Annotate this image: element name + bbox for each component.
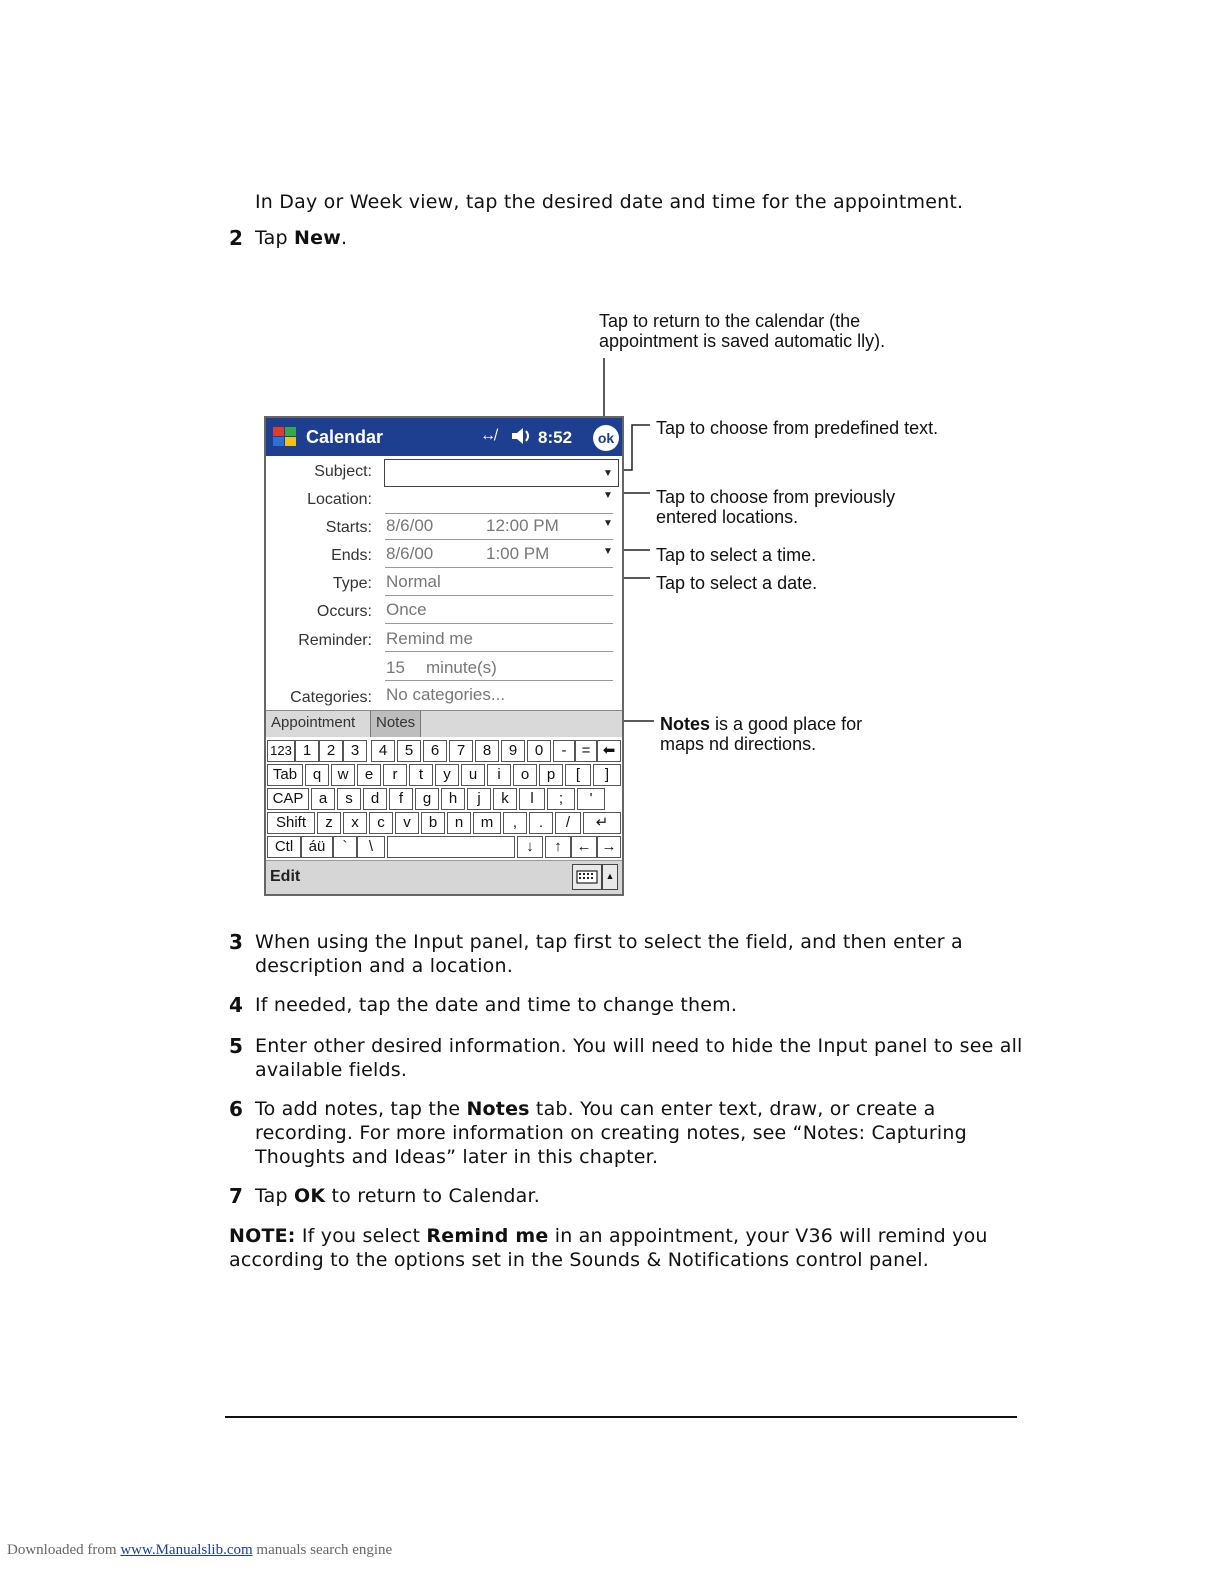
key[interactable]: e (357, 764, 381, 786)
key[interactable]: a (311, 788, 335, 810)
caps-key[interactable]: CAP (267, 788, 309, 810)
key[interactable]: t (409, 764, 433, 786)
step-number-4: 4 (229, 993, 243, 1017)
key[interactable]: - (553, 740, 575, 762)
step-number-6: 6 (229, 1097, 243, 1121)
soft-keyboard (266, 738, 622, 860)
ends-time-field[interactable]: 1:00 PM (486, 544, 550, 563)
step-5-text (255, 1034, 1025, 1082)
step-number-2: 2 (229, 226, 243, 250)
title-bar (266, 418, 622, 456)
reminder-unit-line (385, 680, 613, 681)
ends-field-line (385, 567, 613, 568)
key[interactable]: 4 (371, 740, 395, 762)
starts-date-field[interactable]: 8/6/00 (386, 516, 434, 535)
location-dropdown-arrow-icon[interactable]: ▼ (603, 490, 613, 501)
step-text-segment: To add notes, tap the (255, 1098, 467, 1120)
app-title: Calendar (306, 427, 384, 447)
type-field[interactable]: Normal (386, 572, 441, 591)
arrow-right-key[interactable]: → (597, 836, 621, 858)
callout-select-time: Tap to select a time. (656, 545, 817, 565)
step-number-5: 5 (229, 1034, 243, 1058)
key[interactable]: ' (577, 788, 605, 810)
step-text-segment: Tap (255, 1185, 295, 1207)
starts-time-field[interactable]: 12:00 PM (486, 516, 559, 535)
reminder-unit-field[interactable]: minute(s) (426, 658, 497, 677)
arrow-up-key[interactable]: ↑ (545, 836, 571, 858)
footer-rule (225, 1416, 1017, 1418)
step-2-post: . (340, 227, 348, 249)
key[interactable]: i (487, 764, 511, 786)
key[interactable]: j (467, 788, 491, 810)
ends-time-dropdown-icon[interactable]: ▼ (603, 546, 613, 557)
tab-appointment[interactable]: Appointment (271, 714, 356, 731)
key[interactable]: s (337, 788, 361, 810)
connectivity-icon[interactable]: ↮ (480, 427, 496, 444)
keyboard-row-5 (266, 836, 622, 860)
step-6-text (255, 1097, 1025, 1169)
key[interactable]: . (529, 812, 553, 834)
key[interactable]: 2 (319, 740, 343, 762)
key[interactable]: \ (357, 836, 385, 858)
key[interactable]: 8 (475, 740, 499, 762)
key[interactable]: u (461, 764, 485, 786)
key[interactable]: = (575, 740, 597, 762)
tab-key[interactable]: Tab (267, 764, 303, 786)
key[interactable]: l (519, 788, 545, 810)
callout-select-date: Tap to select a date. (656, 573, 818, 593)
key[interactable]: k (493, 788, 517, 810)
step-3-text (255, 930, 1025, 978)
key[interactable]: ` (333, 836, 357, 858)
footer-pre: Downloaded from (7, 1542, 121, 1558)
ends-date-field[interactable]: 8/6/00 (386, 544, 434, 563)
key[interactable]: 1 (295, 740, 319, 762)
windows-start-icon[interactable] (270, 423, 300, 451)
label-ends: Ends: (331, 547, 372, 564)
step-text-segment: tab. You can enter text, draw, or create a recording. For more information on creating notes, see “Notes: Capturing Thoughts and Ideas” later in this chapter. (255, 1098, 967, 1168)
callout-return-line1: Tap to return to the calendar (the (599, 311, 861, 331)
label-type: Type: (332, 575, 372, 592)
key[interactable]: x (343, 812, 367, 834)
intro-text: In Day or Week view, tap the desired date and time for the appointment. (255, 191, 964, 213)
key[interactable]: o (513, 764, 537, 786)
starts-field-line (385, 539, 613, 540)
reminder-field-line (385, 651, 613, 652)
occurs-field[interactable]: Once (386, 600, 427, 619)
callout-notes-rest: is a good place for (710, 714, 863, 734)
key[interactable]: n (447, 812, 471, 834)
key[interactable]: v (395, 812, 419, 834)
keyboard-icon (573, 865, 601, 889)
key[interactable]: d (363, 788, 387, 810)
keyboard-row-4 (266, 812, 622, 836)
label-location: Location: (307, 491, 372, 508)
input-panel-button[interactable] (572, 864, 602, 890)
space-key[interactable] (387, 836, 515, 858)
key[interactable]: ] (593, 764, 621, 786)
callout-prev-line1: Tap to choose from previously (656, 487, 896, 507)
tab-notes[interactable]: Notes (370, 711, 421, 737)
step-2-pre: Tap (255, 227, 295, 249)
key[interactable]: / (555, 812, 581, 834)
manualslib-link[interactable]: www.Manualslib.com (120, 1542, 253, 1558)
label-starts: Starts: (325, 519, 372, 536)
step-text-segment: OK (294, 1185, 326, 1207)
key[interactable]: y (435, 764, 459, 786)
note-post: in an appointment, your V36 will remind you according to the options set in the Sounds & Notifications control panel. (229, 1225, 988, 1271)
label-categories: Categories: (290, 689, 372, 706)
key[interactable]: q (305, 764, 329, 786)
key[interactable]: f (389, 788, 413, 810)
key[interactable]: b (421, 812, 445, 834)
volume-icon[interactable] (510, 426, 534, 446)
type-field-line (385, 595, 613, 596)
key[interactable]: c (369, 812, 393, 834)
occurs-field-line (385, 623, 613, 624)
key[interactable]: 9 (501, 740, 525, 762)
key[interactable]: p (539, 764, 563, 786)
step-text-segment: If needed, tap the date and time to change them. (255, 994, 738, 1016)
callout-prev-line2: entered locations. (656, 507, 799, 527)
note-pre: If you select (295, 1225, 427, 1247)
key[interactable]: h (441, 788, 465, 810)
key[interactable]: 0 (527, 740, 551, 762)
footer-post: manuals search engine (252, 1542, 393, 1558)
key[interactable]: g (415, 788, 439, 810)
clock[interactable]: 8:52 (538, 428, 573, 447)
pocketpc-screenshot (264, 416, 624, 896)
key[interactable]: 3 (343, 740, 367, 762)
subject-dropdown-arrow-icon[interactable]: ▼ (603, 468, 613, 479)
step-number-3: 3 (229, 930, 243, 954)
step-text-segment: Notes (466, 1098, 530, 1120)
step-text-segment: When using the Input panel, tap first to select the field, and then enter a description and a location. (255, 931, 963, 977)
key[interactable]: w (331, 764, 355, 786)
keyboard-row-1 (266, 740, 622, 764)
key[interactable]: ; (547, 788, 575, 810)
callout-notes-line2: maps nd directions. (660, 734, 817, 754)
reminder-field[interactable]: Remind me (386, 629, 473, 648)
enter-key[interactable]: ↵ (583, 812, 621, 834)
key[interactable]: 5 (397, 740, 421, 762)
arrow-left-key[interactable]: ← (571, 836, 597, 858)
step-number-7: 7 (229, 1184, 243, 1208)
note-label: NOTE: (229, 1225, 296, 1247)
reminder-number-field[interactable]: 15 (386, 658, 405, 677)
subject-input[interactable] (384, 459, 619, 487)
callout-predefined-text: Tap to choose from predefined text. (656, 418, 939, 438)
step-text-segment: to return to Calendar. (325, 1185, 541, 1207)
location-field-line (385, 513, 613, 514)
arrow-down-key[interactable]: ↓ (517, 836, 543, 858)
menu-bar (266, 860, 622, 895)
categories-field[interactable]: No categories... (386, 685, 506, 704)
callout-return-line2: appointment is saved automatic lly). (599, 331, 886, 351)
input-panel-arrow-icon[interactable]: ▲ (602, 864, 618, 890)
accent-key[interactable]: áü (301, 836, 333, 858)
menu-edit[interactable]: Edit (270, 868, 301, 885)
callout-notes-bold: Notes (660, 714, 711, 734)
note-bold-remind-me: Remind me (426, 1225, 549, 1247)
keyboard-row-3 (266, 788, 622, 812)
ctl-key[interactable]: Ctl (267, 836, 301, 858)
shift-key[interactable]: Shift (267, 812, 315, 834)
key[interactable]: z (317, 812, 341, 834)
starts-time-dropdown-icon[interactable]: ▼ (603, 518, 613, 529)
key[interactable]: [ (565, 764, 591, 786)
label-occurs: Occurs: (316, 603, 372, 620)
keyboard-row-2 (266, 764, 622, 788)
footer-download-notice (7, 1542, 392, 1559)
step-text-segment: Enter other desired information. You will need to hide the Input panel to see all available fields. (255, 1035, 1023, 1081)
note-paragraph (229, 1224, 1019, 1272)
tab-bar (266, 710, 622, 737)
label-subject: Subject: (314, 463, 372, 480)
step-7-text (255, 1184, 1025, 1208)
key[interactable]: r (383, 764, 407, 786)
step-2-bold-new: New (294, 227, 341, 249)
key[interactable]: 7 (449, 740, 473, 762)
key[interactable]: , (503, 812, 527, 834)
backspace-key[interactable]: ⬅ (597, 740, 621, 762)
ok-button[interactable]: ok (593, 425, 619, 451)
key[interactable]: 123 (267, 740, 295, 762)
key[interactable]: m (473, 812, 501, 834)
step-4-text (255, 993, 1025, 1017)
label-reminder: Reminder: (298, 632, 372, 649)
key[interactable]: 6 (423, 740, 447, 762)
